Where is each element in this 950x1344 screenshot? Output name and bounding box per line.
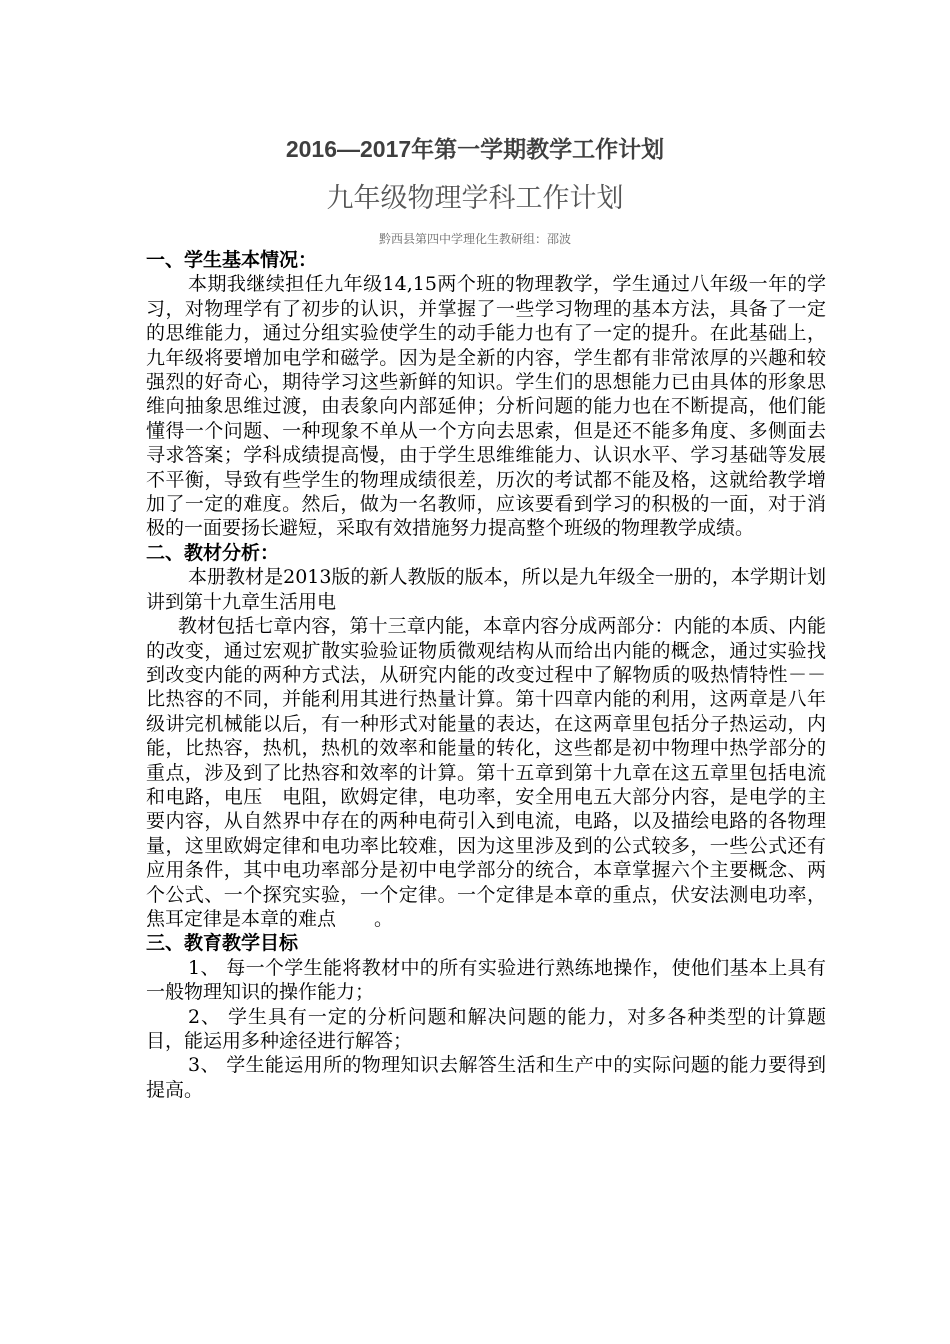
document-body <box>146 248 826 1102</box>
paragraph-textbook-version: 本册教材是2013版的新人教版的版本，所以是九年级全一册的，本学期计划讲到第十九章生活用电 <box>146 566 826 613</box>
document-title: 2016—2017年第一学期教学工作计划 <box>285 136 665 162</box>
section-heading-teaching-goals: 三、教育教学目标 <box>146 932 299 955</box>
document-author: 黔西县第四中学理化生教研组：邵波 <box>378 232 571 246</box>
goal-item-3: 3、 学生能运用所的物理知识去解答生活和生产中的实际问题的能力要得到提高。 <box>146 1054 826 1101</box>
document-subtitle: 九年级物理学科工作计划 <box>326 183 624 214</box>
section-heading-textbook-analysis: 二、教材分析： <box>146 541 280 564</box>
goal-item-1: 1、 每一个学生能将教材中的所有实验进行熟练地操作，使他们基本上具有一般物理知识的操作能力； <box>146 956 826 1004</box>
section-heading-student-situation: 一、学生基本情况： <box>146 249 318 271</box>
goal-item-2: 2、 学生具有一定的分析问题和解决问题的能力，对多各种类型的计算题目，能运用多种途径进行解答； <box>146 1005 826 1052</box>
paragraph-student-situation: 本期我继续担任九年级14,15两个班的物理教学，学生通过八年级一年的学习，对物理学有了初步的认识，并掌握了一些学习物理的基本方法，具备了一定的思维能力，通过分组实验使学生的动手能力也有了一定的提升。在此基础上，九年级将要增加电学和磁学。因为是全新的内容，学生都有非常浓厚的兴趣和较强烈的好奇心，期待学习这些新鲜的知识。学生们的思想能力已由具体的形象思维向抽象思维过渡，由表象向内部延伸；分析问题的能力也在不断提高，他们能懂得一个问题、一种现象不单从一个方向去思索，但是还不能多角度、多侧面去寻求答案；学科成绩提高慢，由于学生思维维能力、认识水平、学习基础等发展不平衡，导致有些学生的物理成绩很差，历次的考试都不能及格，这就给教学增加了一定的难度。然后，做为一名教师，应该要看到学习的积极的一面，对于消极的一面要扬长避短，采取有效措施努力提高整个班级的物理教学成绩。 <box>146 273 826 540</box>
paragraph-textbook-content: 教材包括七章内容，第十三章内能，本章内容分成两部分：内能的本质、内能的改变，通过宏观扩散实验验证物质微观结构从而给出内能的概念，通过实验找到改变内能的两种方式法，从研究内能的改变过程中了解物质的吸热情特性－－比热容的不同，并能利用其进行热量计算。第十四章内能的利用，这两章是八年级讲完机械能以后，有一种形式对能量的表达，在这两章里包括分子热运动，内能，比热容，热机，热机的效率和能量的转化，这些都是初中物理中热学部分的重点，涉及到了比热容和效率的计算。第十五章到第十九章在这五章里包括电流和电路，电压 电阻，欧姆定律，电功率，安全用电五大部分内容，是电学的主要内容，从自然界中存在的两种电荷引入到电流，电路，以及描绘电路的各物理量，这里欧姆定律和电功率比较难，因为这里涉及到的公式较多，一些公式还有应用条件，其中电功率部分是初中电学部分的统合，本章掌握六个主要概念、两个公式、一个探究实验，一个定律。一个定律是本章的重点，伏安法测电功率，焦耳定律是本章的难点 。 <box>146 615 826 930</box>
